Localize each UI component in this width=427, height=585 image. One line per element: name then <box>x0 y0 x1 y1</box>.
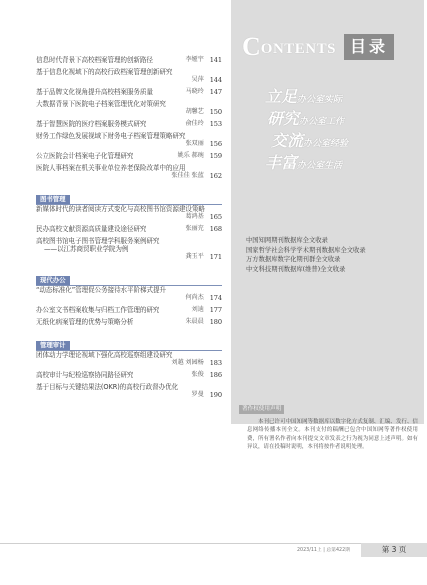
toc-entry <box>36 237 222 261</box>
toc-entry-page: 171 <box>209 253 222 261</box>
toc-entry-row <box>36 371 222 379</box>
contents-cn-label: 目录 <box>344 34 394 60</box>
toc-entry-meta <box>185 88 222 96</box>
toc-entry-author: 姚乐 郝琬 <box>177 152 204 159</box>
toc-entry-author: 张佳佳 张蓝 <box>171 172 204 179</box>
contents-header <box>242 34 394 60</box>
toc-entry-title: 财务工作绿色发展视域下财务电子档案管理策略研究 <box>36 132 186 140</box>
toc-entry-meta <box>185 120 222 128</box>
toc-entry-meta <box>36 253 222 261</box>
toc-entry-author: 朱晨晨 <box>185 318 204 325</box>
section-heading-library: 图书管理 <box>36 194 222 205</box>
toc-entry-author: 李娅宇 <box>185 56 204 63</box>
footer-divider <box>0 543 364 544</box>
toc-entry-meta <box>36 76 222 84</box>
toc-entry-page: 162 <box>209 172 222 180</box>
toc-entry <box>36 318 222 326</box>
toc-entry-title: 办公室文书档案收集与归档工作管理的研究 <box>36 306 160 314</box>
toc-entry-page: 183 <box>209 359 222 367</box>
toc-entry <box>36 132 222 148</box>
toc-entry-row <box>36 225 222 233</box>
database-item: 国家哲学社会科学学术期刊数据库全文收录 <box>246 246 366 254</box>
section-heading-office: 现代办公 <box>36 275 222 286</box>
toc-left-column <box>36 56 222 399</box>
toc-entry <box>36 383 222 399</box>
toc-entry <box>36 205 222 221</box>
toc-entry-page: 141 <box>209 56 222 64</box>
toc-entry-subtitle: ——以江苏商贸职业学院为例 <box>44 245 129 253</box>
issue-info: 2023/11上 | 总第422期 <box>297 548 350 553</box>
toc-entry-page: 190 <box>209 391 222 399</box>
toc-entry-row <box>36 318 222 326</box>
toc-entry-page: 186 <box>209 371 222 379</box>
slogan-line: 丰富 办公室生活 <box>265 153 343 172</box>
toc-entry <box>36 164 222 180</box>
toc-entry-author: 张丽充 <box>185 225 204 232</box>
contents-word: ONTENTS <box>260 41 336 57</box>
toc-entry-meta <box>185 318 222 326</box>
toc-entry-meta <box>185 225 222 233</box>
toc-entry-meta <box>177 152 222 160</box>
toc-entry-title: 民办高校文献资源高质量建设途径研究 <box>36 225 147 233</box>
slogan-line: 研究 办公室工作 <box>267 109 345 128</box>
toc-entry-title: 基于信息化视域下的高校行政档案管理创新研究 <box>36 68 173 76</box>
toc-entry-meta <box>192 306 222 314</box>
copyright-notice-heading: 著作权使用声明 <box>239 405 284 414</box>
toc-entry-author: 胡馨艺 <box>185 108 204 115</box>
toc-entry-page: 144 <box>209 76 222 84</box>
toc-entry-meta <box>36 213 222 221</box>
toc-entry-row <box>36 56 222 64</box>
toc-entry-page: 150 <box>209 108 222 116</box>
toc-entry-title: 公立医院会计档案电子化管理研究 <box>36 152 134 160</box>
toc-entry-meta <box>185 56 222 64</box>
database-item: 中国知网期刊数据库全文收录 <box>246 237 328 244</box>
toc-entry-author: 张俊 <box>191 371 204 378</box>
contents-initial: C <box>242 32 260 61</box>
toc-entry-row <box>36 88 222 96</box>
toc-entry-title: 基于智慧医院的医疗档案服务模式研究 <box>36 120 147 128</box>
toc-entry <box>36 152 222 160</box>
toc-entry <box>36 68 222 84</box>
toc-archive-list <box>36 56 222 180</box>
toc-entry-page: 168 <box>209 225 222 233</box>
contents-background-panel <box>231 0 424 424</box>
toc-entry <box>36 351 222 367</box>
toc-entry-page: 153 <box>209 120 222 128</box>
section-audit <box>36 340 222 399</box>
section-office <box>36 275 222 326</box>
toc-entry-row <box>36 120 222 128</box>
toc-entry-meta <box>36 359 222 367</box>
toc-entry-title: “动态标准化”管理促公务接待水平阶梯式提升 <box>36 286 167 294</box>
toc-entry-meta <box>192 371 222 379</box>
page-number: 第 3 页 <box>361 543 427 557</box>
toc-entry-page: 180 <box>209 318 222 326</box>
toc-entry-page: 174 <box>209 294 222 302</box>
toc-entry-page: 147 <box>209 88 222 96</box>
toc-entry-author: 刘越 刘园杨 <box>171 359 204 366</box>
toc-entry-title: 新媒体时代的读者阅读方式变化与高校图书馆资源建设策略 <box>36 205 205 213</box>
toc-entry-author: 刘迪 <box>191 306 204 313</box>
toc-entry-author: 葛鸿基 <box>185 213 204 220</box>
database-indexing-list <box>246 236 366 274</box>
section-library <box>36 194 222 261</box>
toc-entry <box>36 286 222 302</box>
toc-entry-title: 基于品牌文化视角提升高校档案服务质量 <box>36 88 153 96</box>
toc-entry-row <box>36 306 222 314</box>
database-item: 中文科技期刊数据库(维普)全文收录 <box>246 265 346 273</box>
toc-entry <box>36 56 222 64</box>
slogan-block <box>265 84 348 172</box>
toc-entry-page: 156 <box>209 140 222 148</box>
toc-entry-author: 龚玉平 <box>185 253 204 260</box>
toc-entry-meta <box>36 172 222 180</box>
toc-entry <box>36 120 222 128</box>
toc-entry-title: 大数据背景下医院电子档案管理优化对策研究 <box>36 100 166 108</box>
toc-entry-title: 高校审计与纪检巡察协同路径研究 <box>36 371 134 379</box>
toc-entry-meta <box>36 140 222 148</box>
toc-entry-title: 医院人事档案在机关事业单位养老保险改革中的应用 <box>36 164 186 172</box>
toc-entry <box>36 88 222 96</box>
toc-entry-meta <box>36 294 222 302</box>
section-heading-audit: 管理审计 <box>36 340 222 351</box>
toc-entry-title: 信息时代背景下高校档案管理的创新路径 <box>36 56 153 64</box>
toc-entry <box>36 306 222 314</box>
toc-entry-row <box>36 152 222 160</box>
toc-entry-page: 177 <box>209 306 222 314</box>
toc-entry-title: 高校图书馆电子图书管理学科服务案例研究 <box>36 237 160 245</box>
toc-entry-author: 马晓玲 <box>185 88 204 95</box>
database-item: 万方数据库数字化期刊群全文收录 <box>246 256 341 264</box>
toc-entry-author: 俞佳玲 <box>185 120 204 127</box>
slogan-line: 交流 办公室经验 <box>271 131 349 150</box>
toc-entry-page: 159 <box>209 152 222 160</box>
toc-entry-author: 吴萍 <box>191 76 204 83</box>
slogan-line: 立足 办公室实际 <box>265 87 343 106</box>
toc-entry-title: 无纸化病案管理的优势与策略分析 <box>36 318 134 326</box>
toc-entry-meta <box>36 391 222 399</box>
toc-entry-author: 何尚杰 <box>185 294 204 301</box>
toc-entry <box>36 100 222 116</box>
toc-entry-page: 165 <box>209 213 222 221</box>
copyright-notice-body: 本刊已许可中国知网等数据库以数字化方式复制、汇编、发行、信息网络传播本刊全文。本刊支付的稿酬已包含中国知网等著作权使用费，所有署名作者向本刊提交文章发表之行为视为同意上述声明。如有异议，请在投稿时说明，本刊将按作者说明处理。 <box>247 419 418 451</box>
toc-entry-title: 团体动力学理论视域下强化高校巡察组建设研究 <box>36 351 173 359</box>
toc-entry-meta <box>36 108 222 116</box>
toc-entry-author: 张双丽 <box>185 140 204 147</box>
toc-entry-author: 罗曼 <box>191 391 204 398</box>
toc-entry-title: 基于目标与关键结果法(OKR)的高校行政督办优化 <box>36 383 179 391</box>
toc-entry <box>36 371 222 379</box>
toc-entry <box>36 225 222 233</box>
